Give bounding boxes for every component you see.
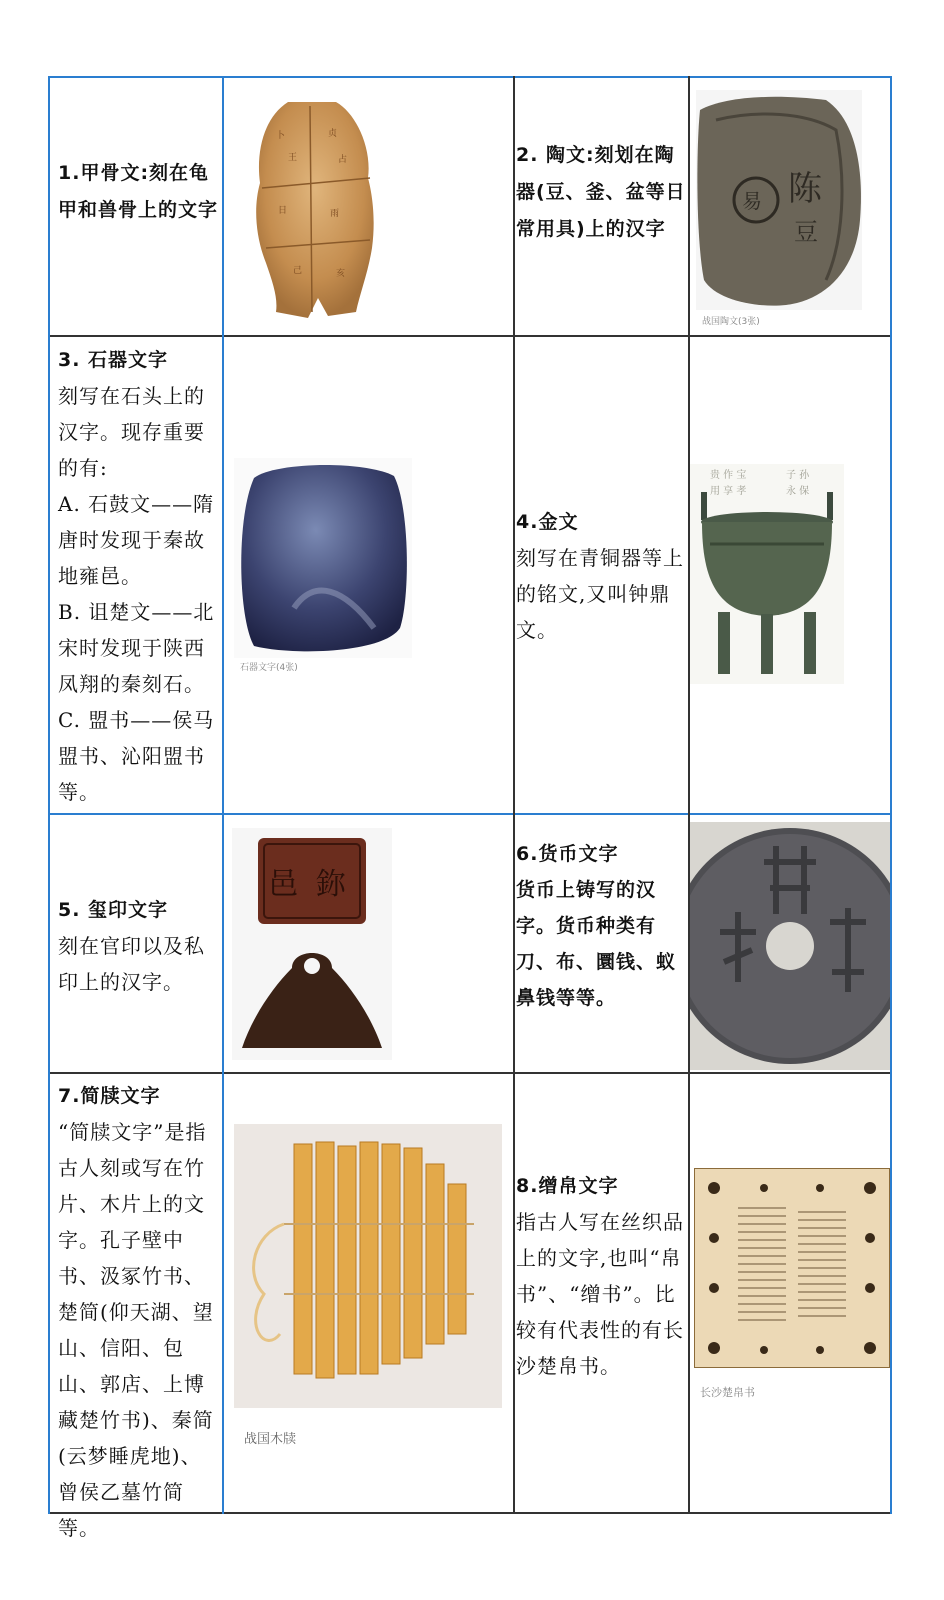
- silk-body: 指古人写在丝织品上的文字,也叫“帛书”、“缯书”。比较有代表性的有长沙楚帛书。: [516, 1210, 684, 1378]
- silk-text-cell: [516, 1168, 688, 1384]
- border-top: [48, 76, 892, 78]
- border-left: [48, 76, 50, 1514]
- bronze-ding-image: [690, 464, 844, 684]
- bamboo-caption: 战国木牍: [244, 1432, 297, 1447]
- svg-text:豆: 豆: [794, 218, 818, 246]
- stone-title: 3. 石器文字: [58, 349, 169, 371]
- svg-text:贵 作 宝: 贵 作 宝: [710, 470, 747, 481]
- bronze-body: 刻写在青铜器等上的铭文,又叫钟鼎文。: [516, 546, 684, 642]
- svg-text:用 享 孝: 用 享 孝: [710, 486, 747, 497]
- svg-text:日: 日: [278, 206, 288, 216]
- oracle-bone-image: [248, 98, 378, 320]
- document-table: [48, 76, 892, 1540]
- coin-image: [690, 822, 890, 1070]
- bronze-text-cell: [516, 504, 688, 648]
- pottery-image: [696, 90, 862, 326]
- coin-title: 6.货币文字: [516, 843, 619, 865]
- border-row2: [48, 813, 892, 815]
- pottery-caption: 战国陶文(3张): [702, 317, 760, 327]
- bamboo-text-cell: [58, 1078, 218, 1546]
- silk-title: 8.缯帛文字: [516, 1175, 619, 1197]
- svg-text:邑: 邑: [268, 867, 298, 902]
- border-col2: [513, 76, 515, 1514]
- border-right: [890, 76, 892, 1514]
- svg-text:贞: 贞: [328, 129, 338, 139]
- oracle-bone-title: 1.甲骨文:刻在龟甲和兽骨上的文字: [58, 162, 219, 221]
- border-col1: [222, 76, 224, 1514]
- svg-text:己: 己: [293, 266, 303, 276]
- stone-item-b: B. 诅楚文——北宋时发现于陕西凤翔的秦刻石。: [58, 600, 215, 696]
- pottery-title: 2. 陶文:刻划在陶器(豆、釜、盆等日常用具)上的汉字: [516, 144, 686, 240]
- svg-text:子 孙: 子 孙: [786, 470, 810, 481]
- silk-manuscript-image: [694, 1168, 890, 1418]
- svg-text:占: 占: [338, 155, 348, 165]
- svg-text:易: 易: [742, 189, 762, 213]
- svg-text:亥: 亥: [336, 269, 346, 279]
- coin-body: 货币上铸写的汉字。货币种类有刀、布、圜钱、蚁鼻钱等等。: [516, 879, 677, 1009]
- coin-text-cell: [516, 836, 688, 1016]
- border-row1: [48, 335, 892, 337]
- seal-image: [232, 828, 392, 1060]
- svg-text:鉨: 鉨: [316, 867, 346, 902]
- svg-text:卜: 卜: [276, 131, 286, 141]
- stone-text-cell: [58, 342, 218, 810]
- svg-text:陈: 陈: [788, 169, 822, 209]
- stone-item-c: C. 盟书——侯马盟书、沁阳盟书等。: [58, 708, 215, 804]
- stone-caption: 石器文字(4张): [240, 663, 298, 673]
- bamboo-slips-image: [234, 1124, 502, 1466]
- svg-text:永 保: 永 保: [786, 486, 810, 497]
- seal-title: 5. 玺印文字: [58, 899, 169, 921]
- bamboo-body: “简牍文字”是指古人刻或写在竹片、木片上的文字。孔子壁中书、汲冢竹书、楚简(仰天湖、望山、信阳、包山、郭店、上博藏楚竹书)、秦简(云梦睡虎地)、曾侯乙墓竹简等。: [58, 1120, 214, 1540]
- border-col3: [688, 76, 690, 1514]
- bamboo-title: 7.简牍文字: [58, 1085, 161, 1107]
- stone-image: [234, 458, 412, 686]
- pottery-text-cell: [516, 136, 688, 247]
- oracle-bone-text-cell: [58, 154, 218, 228]
- border-row3: [48, 1072, 892, 1074]
- stone-body: 刻写在石头上的汉字。现存重要的有:: [58, 384, 205, 480]
- svg-text:王: 王: [288, 153, 298, 163]
- stone-item-a: A. 石鼓文——隋唐时发现于秦故地雍邑。: [58, 492, 215, 588]
- seal-text-cell: [58, 892, 218, 1000]
- svg-text:雨: 雨: [330, 209, 340, 219]
- seal-body: 刻在官印以及私印上的汉字。: [58, 934, 205, 994]
- bronze-title: 4.金文: [516, 511, 579, 533]
- silk-caption: 长沙楚帛书: [700, 1386, 755, 1399]
